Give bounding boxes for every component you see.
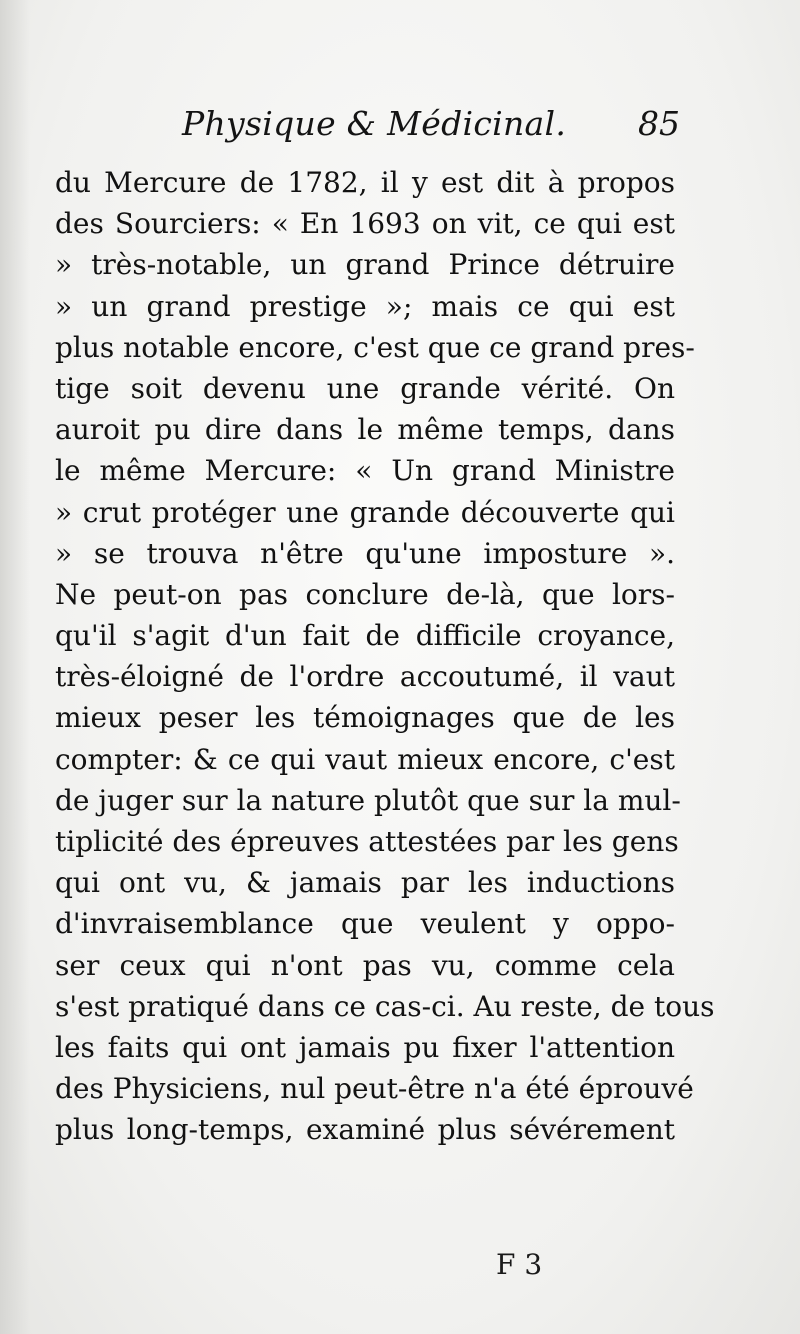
text-line: de juger sur la nature plutôt que sur la mul-: [55, 783, 681, 817]
text-line: Ne peut-on pas conclure de-là, que lors-: [55, 577, 675, 611]
body-text: [55, 162, 715, 1151]
text-line: s'est pratiqué dans ce cas-ci. Au reste, de tous: [55, 989, 715, 1023]
running-title: Physique & Médicinal.: [182, 104, 567, 143]
page-number: 85: [638, 104, 680, 143]
text-line: très-éloigné de l'ordre accoutumé, il vaut: [55, 660, 675, 694]
text-line: du Mercure de 1782, il y est dit à propos: [55, 166, 675, 199]
page-header: [60, 104, 680, 150]
page-gutter-shadow: [0, 0, 30, 1334]
text-line: tige soit devenu une grande vérité. On: [55, 371, 675, 405]
text-line: plus long-temps, examiné plus sévérement: [55, 1113, 675, 1147]
text-line: d'invraisemblance que veulent y oppo-: [55, 907, 675, 941]
text-line: le même Mercure: « Un grand Ministre: [55, 454, 675, 488]
text-line: ser ceux qui n'ont pas vu, comme cela: [55, 948, 675, 982]
text-line: » crut protéger une grande découverte qui: [55, 495, 675, 529]
text-line: » un grand prestige »; mais ce qui est: [55, 289, 675, 323]
text-line: » se trouva n'être qu'une imposture ».: [55, 536, 675, 570]
text-line: compter: & ce qui vaut mieux encore, c'est: [55, 742, 675, 776]
text-line: qui ont vu, & jamais par les inductions: [55, 866, 675, 900]
text-line: des Sourciers: « En 1693 on vit, ce qui est: [55, 207, 675, 241]
text-line: des Physiciens, nul peut-être n'a été éprouvé: [55, 1072, 694, 1106]
text-line: mieux peser les témoignages que de les: [55, 701, 675, 735]
text-line: auroit pu dire dans le même temps, dans: [55, 413, 675, 447]
signature-mark: F 3: [496, 1248, 543, 1281]
text-line: tiplicité des épreuves attestées par les gens: [55, 825, 679, 858]
text-line: » très-notable, un grand Prince détruire: [55, 248, 675, 282]
text-line: qu'il s'agit d'un fait de difficile croyance,: [55, 619, 675, 653]
text-line: plus notable encore, c'est que ce grand pres-: [55, 330, 695, 364]
text-line: les faits qui ont jamais pu fixer l'attention: [55, 1030, 675, 1064]
